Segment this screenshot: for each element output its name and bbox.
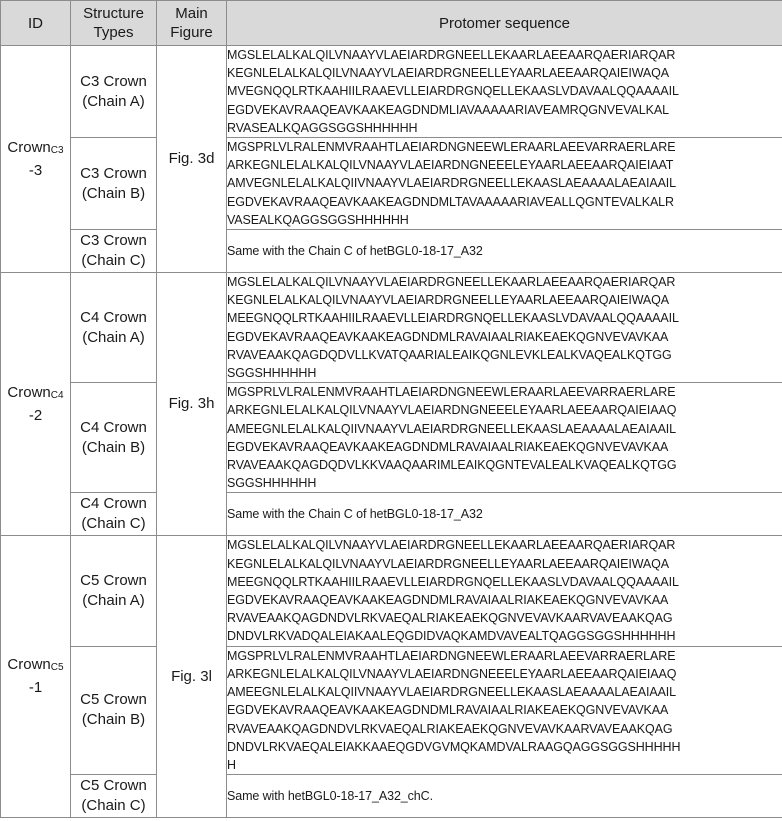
table-row	[1, 138, 782, 230]
sequence-cell: MGSLELALKALQILVNAAYVLAEIARDRGNEELLEKAARLAEEAARQAERIARQAR KEGNLELALKALQILVNAAYVLAEIARDRGNEELLEYAARLAEEAARQAIEIWAQA MEEGNQQLRTKAAHIILRAAEVLLEIARDRGNQELLEKAASLVDAVAALQQAAAAIL EGDVEKAVRAAQEAVKAAKEAGDNDMLRAVAIAALRIAKEAEKQGNVEVAVKAA RVAVEAAKQAGDQDVLLKVATQAARIALEAIKQGNLEVKLEALKVAQEALKQTGG SGGSHHHHHH	[227, 273, 782, 383]
structure-type-cell: C4 Crown (Chain C)	[71, 493, 157, 536]
header-main-figure: Main Figure	[157, 1, 227, 46]
table-row	[1, 383, 782, 493]
sequence-cell: MGSPRLVLRALENMVRAAHTLAEIARDNGNEEWLERAARLAEEVARRAERLARE ARKEGNLELALKALQILVNAAYVLAEIARDNGNEEELEYAARLAEEAARQAIEIAAQ AMEEGNLELALKALQIIVNAAYVLAEIARDRGNEELLEKAASLAEAAAALAEAIAAIL EGDVEKAVRAAQEAVKAAKEAGDNDMLRAVAIAALRIAKEAEKQGNVEVAVKAA RVAVEAAKQAGDNDVLRKVAEQALRIAKEAEKQGNVEVAVKAARVAVEAAKQAG DNDVLRKVAEQALEIAKKAAEQGDVGVMQKAMDVALRAAGQAGGSGGSHHHHH H	[227, 646, 782, 774]
main-figure-cell: Fig. 3d	[157, 46, 227, 273]
id-cell: Crown$_{C3}$ -3	[1, 46, 71, 273]
header-id: ID	[1, 1, 71, 46]
sequence-cell: MGSPRLVLRALENMVRAAHTLAEIARDNGNEEWLERAARLAEEVARRAERLARE ARKEGNLELALKALQILVNAAYVLAEIARDNGNEEELEYAARLAEEAARQAIEIAAT AMVEGNLELALKALQIIVNAAYVLAEIARDRGNEELLEKAASLAEAAAALAEAIAAIL EGDVEKAVRAAQEAVKAAKEAGDNDMLTAVAAAAARIAVEALLQGNTEVALKALR VASEALKQAGGSGGSHHHHHH	[227, 138, 782, 230]
header-structure-types: Structure Types	[71, 1, 157, 46]
id-cell: Crown$_{C5}$ -1	[1, 536, 71, 818]
structure-type-cell: C5 Crown (Chain B)	[71, 646, 157, 774]
structure-type-cell: C4 Crown (Chain B)	[71, 383, 157, 493]
structure-type-cell: C4 Crown (Chain A)	[71, 273, 157, 383]
structure-type-cell: C3 Crown (Chain A)	[71, 46, 157, 138]
table-row	[1, 493, 782, 536]
table-header-row	[1, 1, 782, 46]
sequence-cell: MGSLELALKALQILVNAAYVLAEIARDRGNEELLEKAARLAEEAARQAERIARQAR KEGNLELALKALQILVNAAYVLAEIARDRGNEELLEYAARLAEEAARQAIEIWAQA MVEGNQQLRTKAAHIILRAAEVLLEIARDRGNQELLEKAASLVDAVAALQQAAAAIL EGDVEKAVRAAQEAVKAAKEAGDNDMLIAVAAAAARIAVEAMRQGNVEVALKAL RVASEALKQAGGSGGSHHHHHH	[227, 46, 782, 138]
sequence-cell: MGSLELALKALQILVNAAYVLAEIARDRGNEELLEKAARLAEEAARQAERIARQAR KEGNLELALKALQILVNAAYVLAEIARDRGNEELLEYAARLAEEAARQAIEIWAQA MEEGNQQLRTKAAHIILRAAEVLLEIARDRGNQELLEKAASLVDAVAALQQAAAAIL EGDVEKAVRAAQEAVKAAKEAGDNDMLRAVAIAALRIAKEAEKQGNVEVAVKAA RVAVEAAKQAGDNDVLRKVAEQALRIAKEAEKQGNVEVAVKAARVAVEAAKQAG DNDVLRKVADQALEIAKAALEQGDIDVAQKAMDVAVEALTQAGGSGGSHHHHHH	[227, 536, 782, 646]
table-body	[1, 46, 782, 818]
main-figure-cell: Fig. 3l	[157, 536, 227, 818]
sequence-cell: Same with hetBGL0-18-17_A32_chC.	[227, 775, 782, 818]
structure-type-cell: C5 Crown (Chain A)	[71, 536, 157, 646]
structure-type-cell: C3 Crown (Chain C)	[71, 230, 157, 273]
sequence-cell: Same with the Chain C of hetBGL0-18-17_A32	[227, 230, 782, 273]
header-protomer-sequence: Protomer sequence	[227, 1, 782, 46]
table-row	[1, 536, 782, 646]
table-row	[1, 46, 782, 138]
table-row	[1, 230, 782, 273]
main-figure-cell: Fig. 3h	[157, 273, 227, 536]
sequence-cell: MGSPRLVLRALENMVRAAHTLAEIARDNGNEEWLERAARLAEEVARRAERLARE ARKEGNLELALKALQILVNAAYVLAEIARDNGNEEELEYAARLAEEAARQAIEIAAQ AMEEGNLELALKALQIIVNAAYVLAEIARDRGNEELLEKAASLAEAAAALAEAIAAIL EGDVEKAVRAAQEAVKAAKEAGDNDMLRAVAIAALRIAKEAEKQGNVEVAVKAA RVAVEAAKQAGDQDVLKKVAAQAARIMLEAIKQGNTEVALEALKVAQEALKQTGG SGGSHHHHHH	[227, 383, 782, 493]
id-cell: Crown$_{C4}$ -2	[1, 273, 71, 536]
table-row	[1, 646, 782, 774]
structure-type-cell: C3 Crown (Chain B)	[71, 138, 157, 230]
table-row	[1, 273, 782, 383]
table-row	[1, 775, 782, 818]
sequence-cell: Same with the Chain C of hetBGL0-18-17_A32	[227, 493, 782, 536]
structure-type-cell: C5 Crown (Chain C)	[71, 775, 157, 818]
